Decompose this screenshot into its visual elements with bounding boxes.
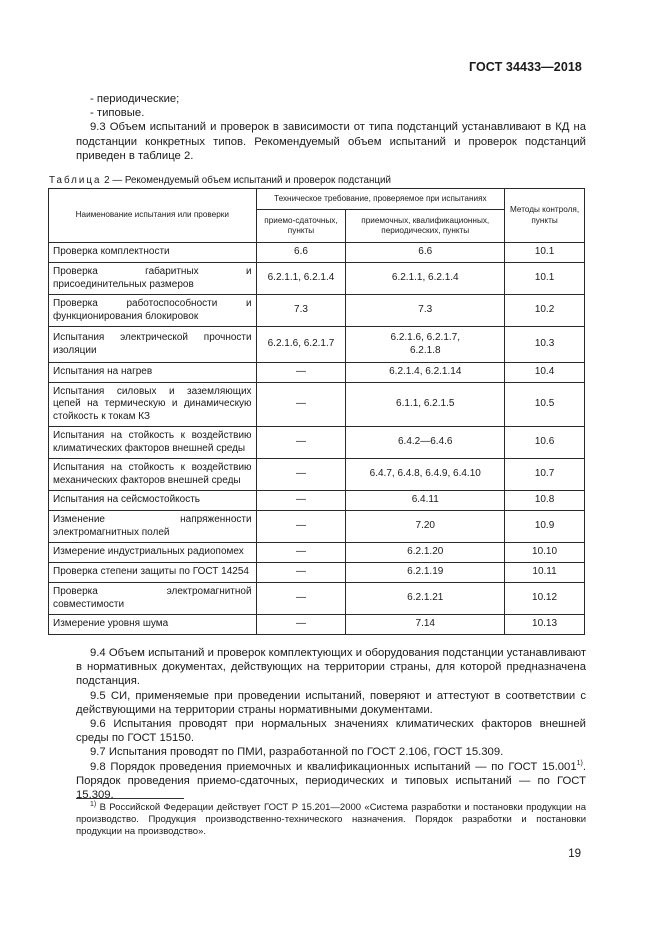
cell-qualification: 6.2.1.20 <box>346 543 505 563</box>
cell-acceptance: 7.3 <box>256 295 346 327</box>
footnote-text: В Российской Федерации действует ГОСТ Р 15.201—2000 «Система разработки и постановки продукции на производство. Продукция производственно-технического назначения. Порядок разработки и постановки продукции на производство». <box>76 802 586 837</box>
footnote-ref: 1) <box>576 759 583 767</box>
text-block-top <box>76 92 586 163</box>
cell-methods: 10.12 <box>505 583 585 615</box>
table-row <box>49 583 585 615</box>
cell-acceptance: 6.2.1.1, 6.2.1.4 <box>256 263 346 295</box>
paragraph-9-6: 9.6 Испытания проводят при нормальных значениях климатических факторов внешней среды по ГОСТ 15150. <box>76 718 586 745</box>
table-row <box>49 327 585 363</box>
cell-name: Проверка электромагнитной совместимости <box>49 583 257 615</box>
page-number: 19 <box>568 848 581 860</box>
cell-qualification: 6.2.1.6, 6.2.1.7, 6.2.1.8 <box>346 327 505 363</box>
table-row <box>49 459 585 491</box>
table-row <box>49 363 585 383</box>
table-caption-label: Таблица <box>49 175 102 186</box>
table-row <box>49 491 585 511</box>
cell-name: Проверка работоспособности и функционирования блокировок <box>49 295 257 327</box>
cell-methods: 10.10 <box>505 543 585 563</box>
table-row <box>49 383 585 427</box>
cell-methods: 10.13 <box>505 615 585 635</box>
cell-methods: 10.9 <box>505 511 585 543</box>
cell-methods: 10.6 <box>505 427 585 459</box>
cell-name: Испытания на сейсмостойкость <box>49 491 257 511</box>
paragraph-9-5: 9.5 СИ, применяемые при проведении испытаний, поверяют и аттестуют в соответствии с действующими на территории страны нормативными документами. <box>76 689 586 716</box>
cell-acceptance: 6.2.1.6, 6.2.1.7 <box>256 327 346 363</box>
cell-name: Испытания на нагрев <box>49 363 257 383</box>
cell-methods: 10.8 <box>505 491 585 511</box>
cell-name: Испытания электрической прочности изоляции <box>49 327 257 363</box>
cell-methods: 10.4 <box>505 363 585 383</box>
footnote-marker: 1) <box>90 800 97 808</box>
cell-qualification: 6.2.1.1, 6.2.1.4 <box>346 263 505 295</box>
text-block-bottom <box>76 646 586 802</box>
cell-acceptance: — <box>256 427 346 459</box>
cell-qualification: 6.1.1, 6.2.1.5 <box>346 383 505 427</box>
cell-methods: 10.1 <box>505 243 585 263</box>
footnote <box>76 802 586 838</box>
cell-methods: 10.1 <box>505 263 585 295</box>
cell-qualification: 6.4.2—6.4.6 <box>346 427 505 459</box>
cell-acceptance: — <box>256 615 346 635</box>
table-row <box>49 263 585 295</box>
document-code: ГОСТ 34433—2018 <box>468 60 582 74</box>
cell-methods: 10.11 <box>505 563 585 583</box>
cell-qualification: 7.14 <box>346 615 505 635</box>
cell-qualification: 6.6 <box>346 243 505 263</box>
cell-acceptance: — <box>256 543 346 563</box>
paragraph-9-7: 9.7 Испытания проводят по ПМИ, разработанной по ГОСТ 2.106, ГОСТ 15.309. <box>90 746 504 759</box>
table-row <box>49 295 585 327</box>
table-row <box>49 511 585 543</box>
cell-methods: 10.2 <box>505 295 585 327</box>
cell-qualification: 6.2.1.21 <box>346 583 505 615</box>
paragraph-9-8 <box>76 760 586 803</box>
table-header-row <box>49 189 585 210</box>
cell-qualification: 6.4.7, 6.4.8, 6.4.9, 6.4.10 <box>346 459 505 491</box>
cell-name: Измерение уровня шума <box>49 615 257 635</box>
cell-acceptance: — <box>256 383 346 427</box>
cell-qualification: 7.3 <box>346 295 505 327</box>
cell-methods: 10.7 <box>505 459 585 491</box>
cell-name: Испытания силовых и заземляющих цепей на термическую и динамическую стойкость к токам КЗ <box>49 383 257 427</box>
paragraph-9-3: 9.3 Объем испытаний и проверок в зависимости от типа подстанций устанавливают в КД на подстанции конкретных типов. Рекомендуемый объем испытаний и проверок подстанций приведен в таблице 2. <box>76 121 586 162</box>
header-methods: Методы контроля, пункты <box>505 189 585 243</box>
list-item: - типовые. <box>90 107 145 120</box>
cell-qualification: 7.20 <box>346 511 505 543</box>
cell-methods: 10.3 <box>505 327 585 363</box>
cell-name: Проверка степени защиты по ГОСТ 14254 <box>49 563 257 583</box>
header-qualification: приемочных, квалификационных, периодических, пункты <box>346 210 505 243</box>
paragraph-9-8-part-b: . Порядок проведения приемо-сдаточных, периодических и типовых испытаний — по ГОСТ 15.309. <box>76 760 586 802</box>
header-name: Наименование испытания или проверки <box>49 189 257 243</box>
cell-name: Проверка габаритных и присоединительных размеров <box>49 263 257 295</box>
cell-qualification: 6.2.1.4, 6.2.1.14 <box>346 363 505 383</box>
tests-table <box>48 188 585 635</box>
cell-acceptance: — <box>256 491 346 511</box>
header-acceptance: приемо-сдаточных, пункты <box>256 210 346 243</box>
cell-name: Проверка комплектности <box>49 243 257 263</box>
table-row <box>49 427 585 459</box>
cell-qualification: 6.4.11 <box>346 491 505 511</box>
cell-name: Испытания на стойкость к воздействию климатических факторов внешней среды <box>49 427 257 459</box>
cell-name: Испытания на стойкость к воздействию механических факторов внешней среды <box>49 459 257 491</box>
cell-acceptance: 6.6 <box>256 243 346 263</box>
table-row <box>49 563 585 583</box>
table-caption-text: 2 — Рекомендуемый объем испытаний и проверок подстанций <box>104 175 391 186</box>
paragraph-9-4: 9.4 Объем испытаний и проверок комплектующих и оборудования подстанции устанавливают в нормативных документах, действующих на территории страны, для которой предназначена подстанция. <box>76 647 586 688</box>
table-row <box>49 615 585 635</box>
cell-acceptance: — <box>256 459 346 491</box>
cell-acceptance: — <box>256 511 346 543</box>
cell-methods: 10.5 <box>505 383 585 427</box>
table-caption <box>49 175 391 186</box>
cell-acceptance: — <box>256 583 346 615</box>
cell-acceptance: — <box>256 563 346 583</box>
list-item: - периодические; <box>90 93 180 105</box>
cell-name: Измерение индустриальных радиопомех <box>49 543 257 563</box>
footnote-divider <box>76 798 184 799</box>
cell-qualification: 6.2.1.19 <box>346 563 505 583</box>
cell-name: Изменение напряженности электромагнитных полей <box>49 511 257 543</box>
header-tech-req: Техническое требование, проверяемое при испытаниях <box>256 189 505 210</box>
cell-acceptance: — <box>256 363 346 383</box>
table-row <box>49 243 585 263</box>
paragraph-9-8-part-a: 9.8 Порядок проведения приемочных и квалификационных испытаний — по ГОСТ 15.001 <box>90 760 577 773</box>
table-row <box>49 543 585 563</box>
